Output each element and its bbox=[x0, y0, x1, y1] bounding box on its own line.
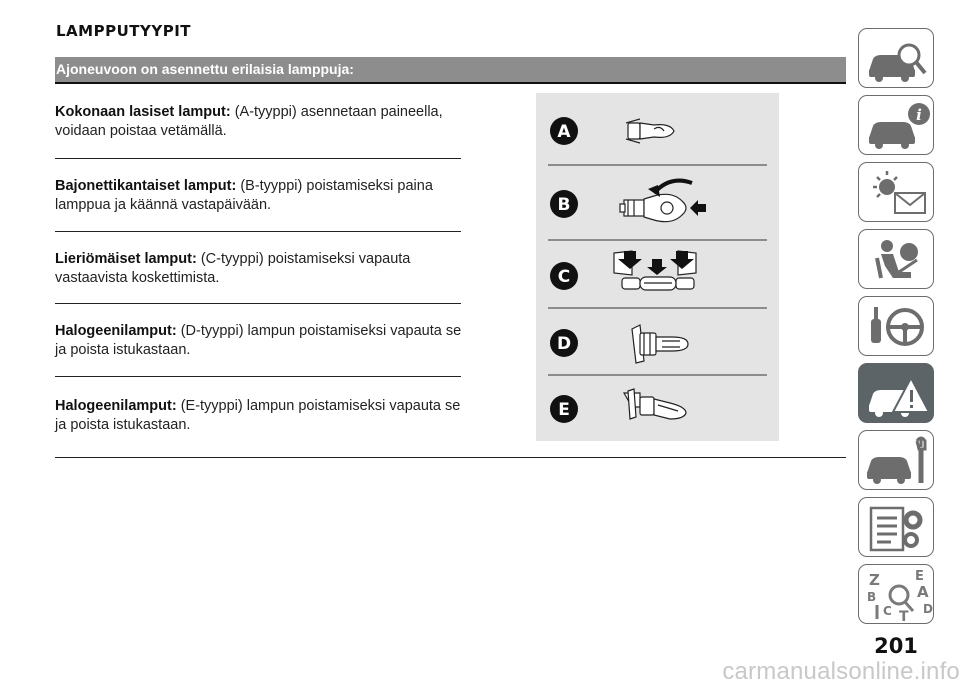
tab-index[interactable] bbox=[858, 564, 934, 624]
svg-text:T: T bbox=[899, 609, 909, 625]
entry-label: Bajonettikantaiset lamput: bbox=[55, 178, 237, 194]
entry-text: (E-tyyppi) lampun poistamiseksi vapauta se ja poista istukastaan. bbox=[55, 398, 461, 433]
push-arrow-icon bbox=[690, 200, 706, 216]
bayonet-bulb-icon bbox=[620, 194, 686, 221]
car-search-icon bbox=[859, 29, 935, 89]
tab-specifications[interactable] bbox=[858, 497, 934, 557]
svg-text:Z: Z bbox=[869, 571, 880, 589]
badge-letter: B bbox=[557, 195, 571, 215]
entry-text: (C-tyyppi) poistamiseksi vapauta vastaavista koskettimista. bbox=[55, 251, 411, 286]
tab-airbag[interactable] bbox=[858, 229, 934, 289]
tab-car-search[interactable] bbox=[858, 28, 934, 88]
entry-label: Halogeenilamput: bbox=[55, 398, 177, 414]
lamp-entry-d bbox=[55, 322, 465, 360]
tab-steering[interactable] bbox=[858, 296, 934, 356]
bottom-rule bbox=[55, 457, 846, 458]
badge-letter: C bbox=[557, 267, 571, 287]
entry-label: Kokonaan lasiset lamput: bbox=[55, 104, 231, 120]
lamp-entry-c bbox=[55, 250, 465, 288]
divider bbox=[55, 158, 461, 159]
halogen-bulb-d-icon bbox=[632, 325, 688, 363]
svg-text:B: B bbox=[867, 590, 877, 604]
warning-lights-icon bbox=[859, 163, 935, 223]
divider bbox=[55, 231, 461, 232]
badge-letter: D bbox=[556, 334, 572, 354]
section-subtitle: Ajoneuvoon on asennettu erilaisia lamppuja: bbox=[55, 57, 846, 84]
badge-e bbox=[550, 395, 578, 423]
entry-text: (A-tyyppi) asennetaan paineella, voidaan poistaa vetämällä. bbox=[55, 104, 443, 139]
watermark: carmanualsonline.info bbox=[722, 658, 960, 685]
lamp-types-figure bbox=[536, 93, 779, 441]
halogen-bulb-e-icon bbox=[624, 389, 686, 419]
svg-text:E: E bbox=[915, 569, 924, 584]
car-service-icon bbox=[859, 431, 935, 491]
page-title: LAMPPUTYYPIT bbox=[56, 22, 192, 40]
divider bbox=[55, 376, 461, 377]
steering-wheel-key-icon bbox=[859, 297, 935, 357]
badge-a bbox=[550, 117, 578, 145]
tab-service[interactable] bbox=[858, 430, 934, 490]
lamp-entry-b bbox=[55, 177, 465, 215]
specifications-icon bbox=[859, 498, 935, 558]
lamp-entry-a bbox=[55, 103, 465, 141]
svg-text:A: A bbox=[917, 583, 929, 601]
airbag-seat-icon bbox=[859, 230, 935, 290]
entry-text: (D-tyyppi) lampun poistamiseksi vapauta se ja poista istukastaan. bbox=[55, 323, 462, 358]
tab-car-info[interactable] bbox=[858, 95, 934, 155]
divider bbox=[55, 303, 461, 304]
svg-text:C: C bbox=[883, 604, 892, 618]
tab-emergency[interactable] bbox=[858, 363, 934, 423]
badge-b bbox=[550, 190, 578, 218]
entry-label: Halogeenilamput: bbox=[55, 323, 177, 339]
badge-letter: A bbox=[557, 122, 571, 142]
car-emergency-icon bbox=[859, 364, 935, 424]
car-info-icon bbox=[859, 96, 935, 156]
page-number: 201 bbox=[874, 634, 918, 658]
alphabetical-index-icon bbox=[859, 565, 935, 625]
tab-warning-lights[interactable] bbox=[858, 162, 934, 222]
svg-text:D: D bbox=[923, 602, 933, 616]
lamp-entry-e bbox=[55, 397, 465, 435]
badge-c bbox=[550, 262, 578, 290]
entry-label: Lieriömäiset lamput: bbox=[55, 251, 197, 267]
entry-text: (B-tyyppi) poistamiseksi paina lamppua ja käännä vastapäivään. bbox=[55, 178, 433, 213]
svg-text:i: i bbox=[916, 106, 922, 124]
badge-letter: E bbox=[558, 400, 570, 420]
badge-d bbox=[550, 329, 578, 357]
wedge-bulb-icon bbox=[626, 119, 674, 143]
